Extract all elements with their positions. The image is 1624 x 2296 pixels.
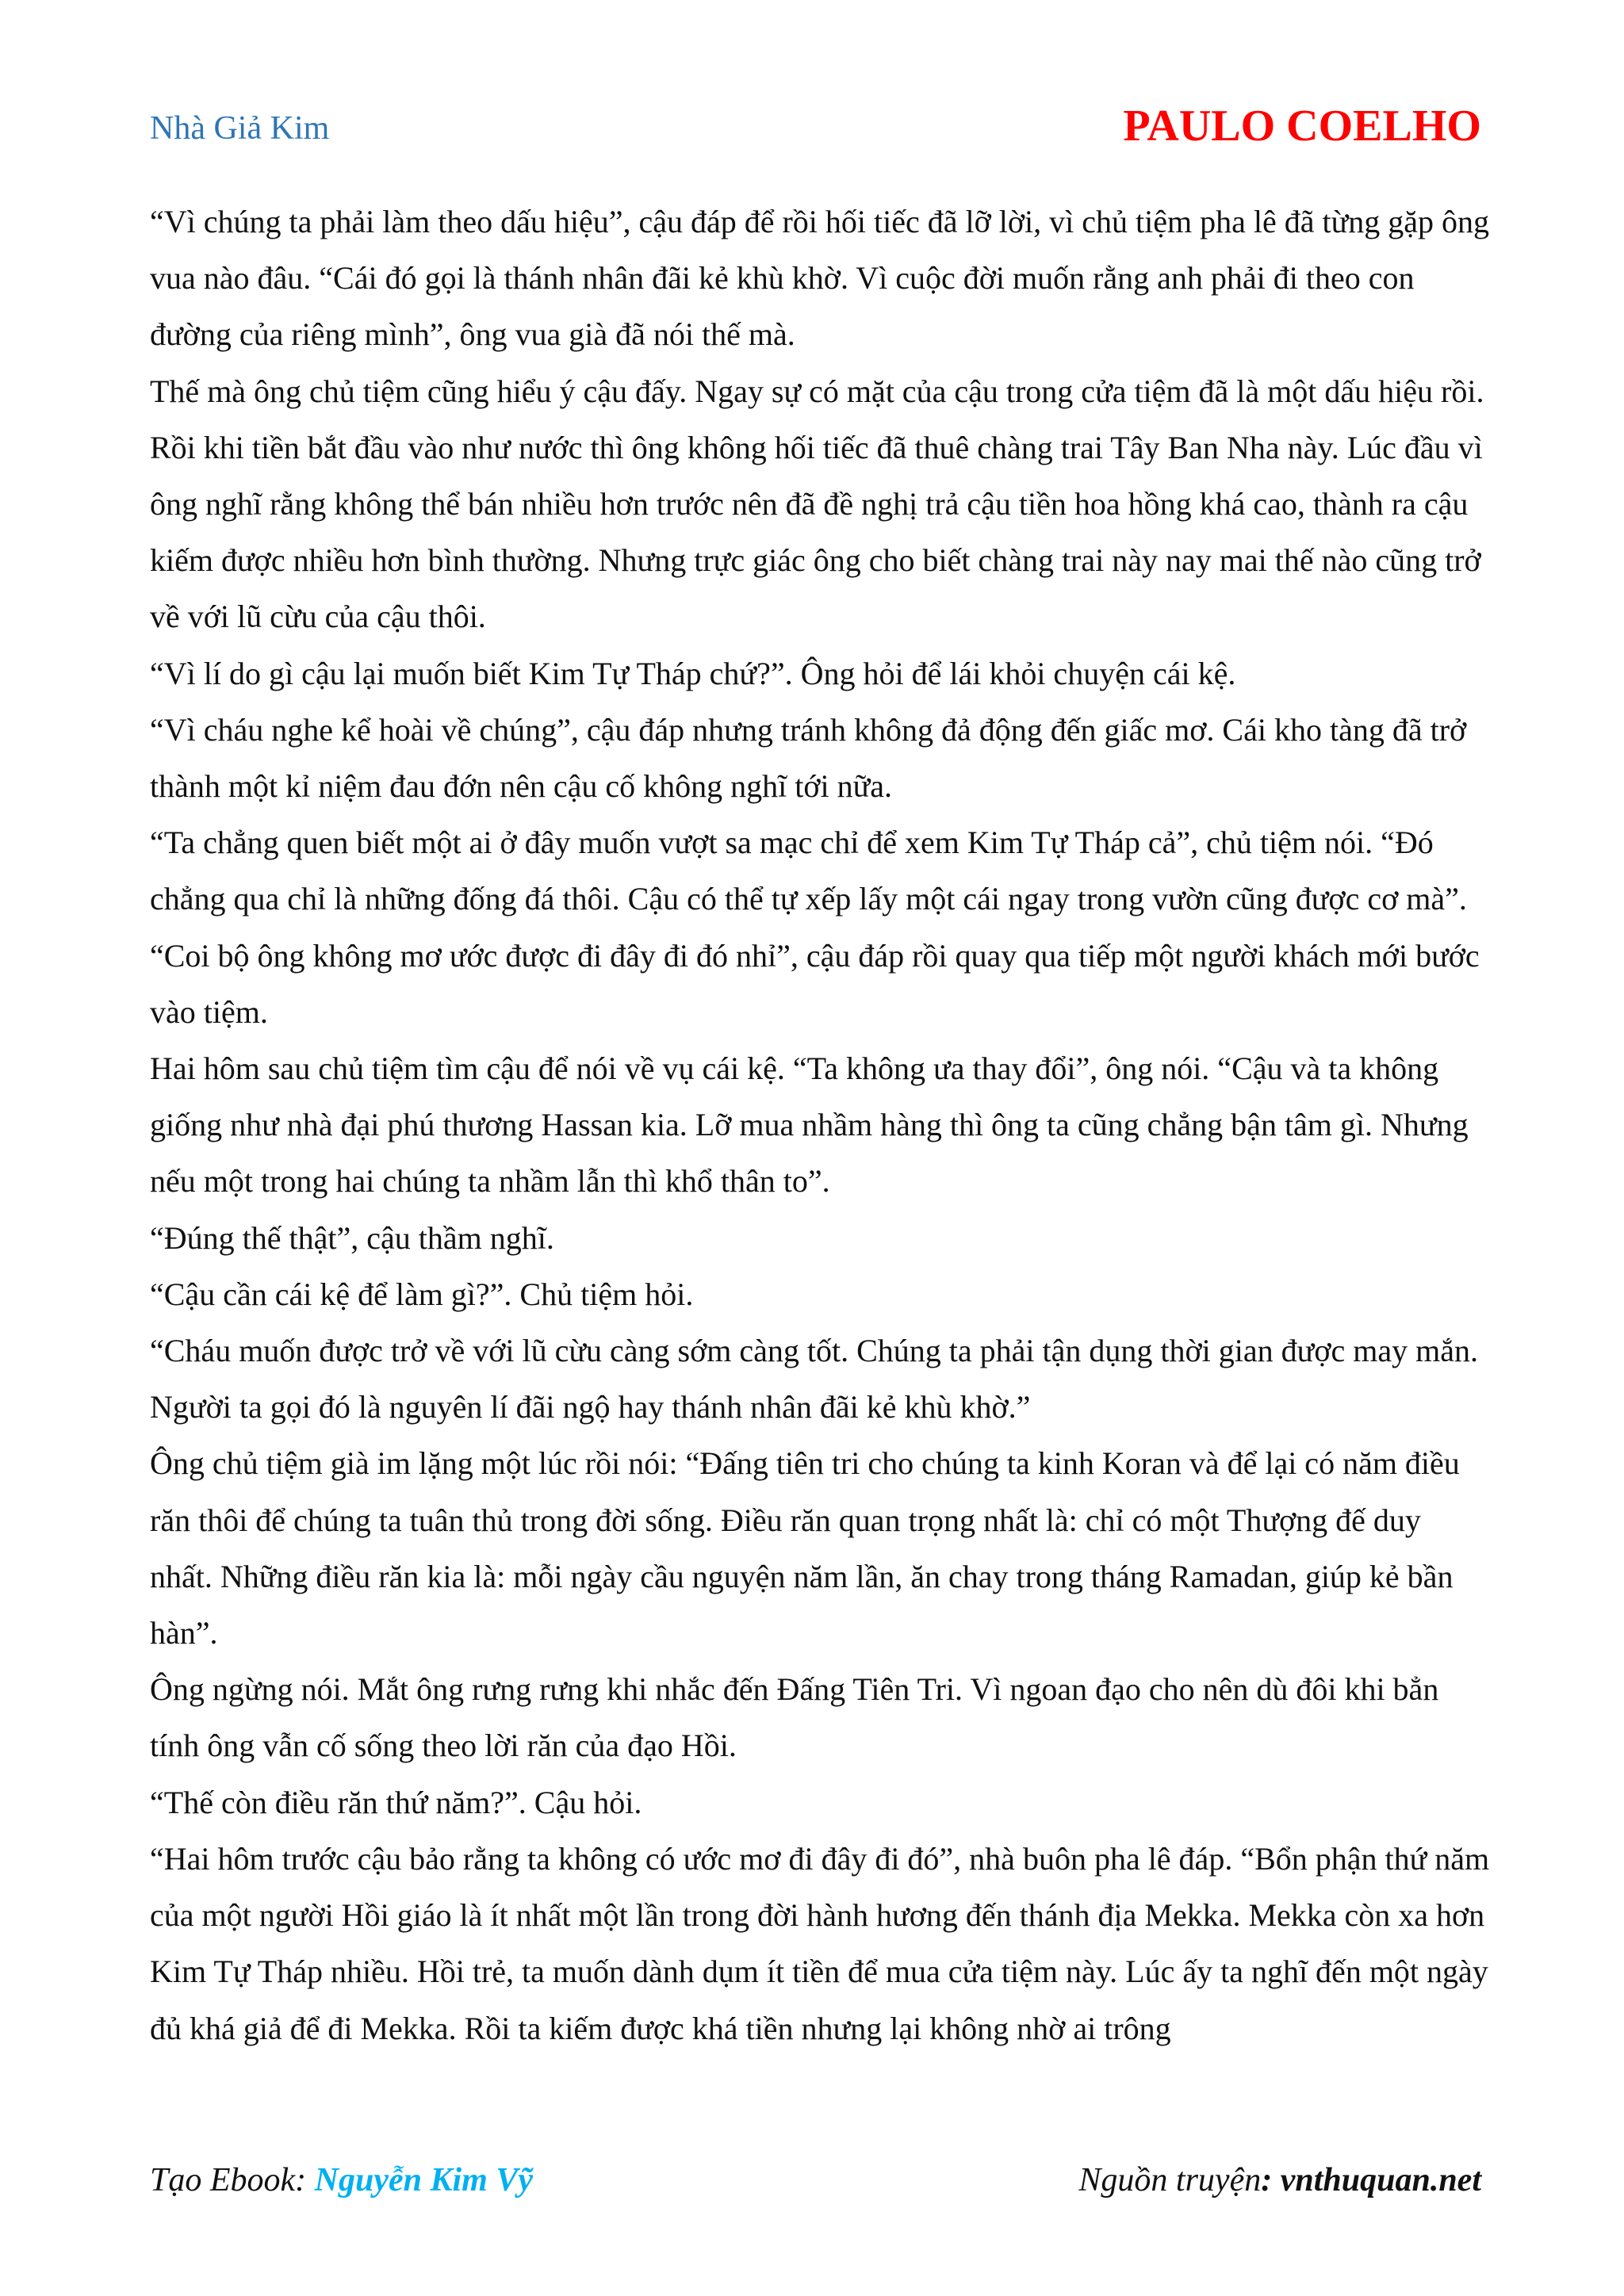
footer-ebook-credit: Tạo Ebook: Nguyễn Kim Vỹ bbox=[150, 2162, 533, 2198]
paragraph: Ông ngừng nói. Mắt ông rưng rưng khi nhắc đến Đấng Tiên Tri. Vì ngoan đạo cho nên dù đôi khi bẳn tính ông vẫn cố sống theo lời răn của đạo Hồi. bbox=[150, 1671, 1439, 1764]
paragraph: “Hai hôm trước cậu bảo rằng ta không có ước mơ đi đây đi đó”, nhà buôn pha lê đáp. “Bổn phận thứ năm của một người Hồi giáo là ít nhất một lần trong đời hành hương đến thánh địa Mekka. Mekka còn xa hơn Kim Tự Tháp nhiều. Hồi trẻ, ta muốn dành dụm ít tiền để mua cửa tiệm này. Lúc ấy ta nghĩ đến một ngày đủ khá giả để đi Mekka. Rồi ta kiếm được khá tiền nhưng lại không nhờ ai trông bbox=[150, 1840, 1490, 2046]
paragraph: “Cậu cần cái kệ để làm gì?”. Chủ tiệm hỏi. bbox=[150, 1276, 694, 1312]
source-site: vnthuquan.net bbox=[1280, 2162, 1481, 2198]
ebook-label: Tạo Ebook bbox=[150, 2162, 296, 2198]
paragraph: “Vì cháu nghe kể hoài về chúng”, cậu đáp nhưng tránh không đả động đến giấc mơ. Cái kho tàng đã trở thành một kỉ niệm đau đớn nên cậu cố không nghĩ tới nữa. bbox=[150, 711, 1467, 805]
paragraph: “Vì chúng ta phải làm theo dấu hiệu”, cậu đáp để rồi hối tiếc đã lỡ lời, vì chủ tiệm pha lê đã từng gặp ông vua nào đâu. “Cái đó gọi là thánh nhân đãi kẻ khù khờ. Vì cuộc đời muốn rằng anh phải đi theo con đường của riêng mình”, ông vua già đã nói thế mà. bbox=[150, 204, 1490, 353]
paragraph: “Đúng thế thật”, cậu thầm nghĩ. bbox=[150, 1219, 554, 1256]
paragraph: “Ta chẳng quen biết một ai ở đây muốn vượt sa mạc chỉ để xem Kim Tự Tháp cả”, chủ tiệm nói. “Đó chẳng qua chỉ là những đống đá thôi. Cậu có thể tự xếp lấy một cái ngay trong vườn cũng được cơ mà”. bbox=[150, 825, 1467, 917]
paragraph: Ông chủ tiệm già im lặng một lúc rồi nói: “Đấng tiên tri cho chúng ta kinh Koran và để lại có năm điều răn thôi để chúng ta tuân thủ trong đời sống. Điều răn quan trọng nhất là: chỉ có một Thượng đế duy nhất. Những điều răn kia là: mỗi ngày cầu nguyện năm lần, ăn chay trong tháng Ramadan, giúp kẻ bần hàn”. bbox=[150, 1445, 1460, 1651]
paragraph: “Thế còn điều răn thứ năm?”. Cậu hỏi. bbox=[150, 1784, 642, 1820]
ebook-author: Nguyễn Kim Vỹ bbox=[314, 2162, 533, 2198]
book-title: Nhà Giả Kim bbox=[150, 110, 330, 147]
footer-source-credit: Nguồn truyện: vnthuquan.net bbox=[1078, 2162, 1481, 2198]
paragraph: “Coi bộ ông không mơ ước được đi đây đi đó nhỉ”, cậu đáp rồi quay qua tiếp một người khách mới bước vào tiệm. bbox=[150, 937, 1480, 1030]
paragraph: “Cháu muốn được trở về với lũ cừu càng sớm càng tốt. Chúng ta phải tận dụng thời gian được may mắn. Người ta gọi đó là nguyên lí đãi ngộ hay thánh nhân đãi kẻ khù khờ.” bbox=[150, 1333, 1478, 1425]
paragraph: Thế mà ông chủ tiệm cũng hiểu ý cậu đấy. Ngay sự có mặt của cậu trong cửa tiệm đã là một dấu hiệu rồi. Rồi khi tiền bắt đầu vào như nước thì ông không hối tiếc đã thuê chàng trai Tây Ban Nha này. Lúc đầu vì ông nghĩ rằng không thể bán nhiều hơn trước nên đã đề nghị trả cậu tiền hoa hồng khá cao, thành ra cậu kiếm được nhiều hơn bình thường. Nhưng trực giác ông cho biết chàng trai này nay mai thế nào cũng trở về với lũ cừu của cậu thôi. bbox=[150, 373, 1484, 635]
source-label: Nguồn truyện bbox=[1078, 2162, 1262, 2198]
page-body bbox=[150, 193, 1490, 2057]
paragraph: Hai hôm sau chủ tiệm tìm cậu để nói về vụ cái kệ. “Ta không ưa thay đổi”, ông nói. “Cậu và ta không giống như nhà đại phú thương Hassan kia. Lỡ mua nhầm hàng thì ông ta cũng chẳng bận tâm gì. Nhưng nếu một trong hai chúng ta nhầm lẫn thì khổ thân to”. bbox=[150, 1050, 1469, 1200]
paragraph: “Vì lí do gì cậu lại muốn biết Kim Tự Tháp chứ?”. Ông hỏi để lái khỏi chuyện cái kệ. bbox=[150, 655, 1236, 691]
author-name: PAULO COELHO bbox=[1123, 101, 1481, 151]
